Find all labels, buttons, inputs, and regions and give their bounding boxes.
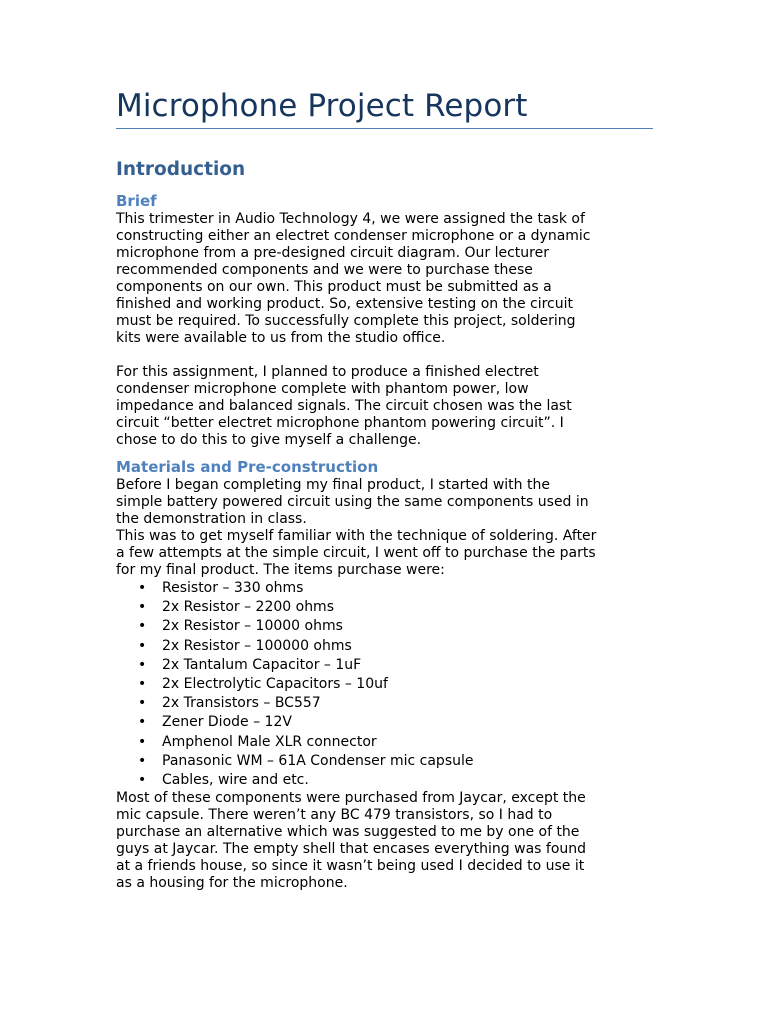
- brief-paragraph-1: This trimester in Audio Technology 4, we were assigned the task of constructing either an electret condenser microphone or a dynamic microphone from a pre-designed circuit diagram. Our lecturer recommended components and we were to purchase these components on our own. This product must be submitted as a finished and working product. So, extensive testing on the circuit must be required. To successfully complete this project, soldering kits were available to us from the studio office.: [116, 211, 591, 346]
- list-item: [116, 637, 656, 656]
- bullet-icon: •: [138, 714, 147, 731]
- document-page: [116, 84, 656, 892]
- bullet-icon: •: [138, 656, 147, 673]
- list-item: [116, 771, 656, 790]
- bullet-icon: •: [138, 695, 147, 712]
- list-item: [116, 617, 656, 636]
- bullet-icon: •: [138, 637, 147, 654]
- list-item-text: Zener Diode – 12V: [162, 714, 292, 731]
- bullet-icon: •: [138, 599, 147, 616]
- list-item-text: 2x Electrolytic Capacitors – 10uf: [162, 676, 388, 693]
- bullet-icon: •: [138, 676, 147, 693]
- materials-heading: Materials and Pre-construction: [116, 458, 379, 476]
- list-item: [116, 656, 656, 675]
- brief-paragraph-2: For this assignment, I planned to produce a finished electret condenser microphone complete with phantom power, low impedance and balanced signals. The circuit chosen was the last circuit “better electret microphone phantom powering circuit”. I chose to do this to give myself a challenge.: [116, 364, 572, 448]
- list-item-text: 2x Transistors – BC557: [162, 695, 321, 712]
- document-title: Microphone Project Report: [116, 88, 528, 124]
- paragraph-spacer: [116, 347, 656, 364]
- list-item-text: 2x Resistor – 2200 ohms: [162, 599, 334, 616]
- bullet-icon: •: [138, 752, 147, 769]
- list-item: [116, 579, 656, 598]
- list-item-text: 2x Resistor – 100000 ohms: [162, 637, 352, 654]
- list-item-text: Resistor – 330 ohms: [162, 580, 304, 596]
- title-underline: [116, 128, 653, 129]
- list-item-text: Amphenol Male XLR connector: [162, 733, 377, 750]
- bullet-icon: •: [138, 580, 147, 596]
- list-item-text: 2x Resistor – 10000 ohms: [162, 618, 343, 635]
- list-item: [116, 733, 656, 752]
- list-item: [116, 675, 656, 694]
- list-item: [116, 713, 656, 732]
- list-item-text: 2x Tantalum Capacitor – 1uF: [162, 656, 362, 673]
- bullet-icon: •: [138, 733, 147, 750]
- parts-list: [116, 579, 656, 790]
- list-item: [116, 598, 656, 617]
- list-item: [116, 694, 656, 713]
- materials-paragraph-1: Before I began completing my final product, I started with the simple battery powered circuit using the same components used in the demonstration in class. This was to get myself familiar with the technique of soldering. After a few attempts at the simple circuit, I went off to purchase the parts for my final product. The items purchase were:: [116, 477, 597, 578]
- list-item: [116, 752, 656, 771]
- list-item-text: Panasonic WM – 61A Condenser mic capsule: [162, 752, 474, 769]
- bullet-icon: •: [138, 618, 147, 635]
- introduction-heading: Introduction: [116, 159, 246, 180]
- materials-paragraph-2: Most of these components were purchased from Jaycar, except the mic capsule. There weren’t any BC 479 transistors, so I had to purchase an alternative which was suggested to me by one of the guys at Jaycar. The empty shell that encases everything was found at a friends house, so since it wasn’t being used I decided to use it as a housing for the microphone.: [116, 790, 587, 892]
- list-item-text: Cables, wire and etc.: [162, 772, 309, 789]
- bullet-icon: •: [138, 772, 147, 789]
- brief-heading: Brief: [116, 192, 157, 210]
